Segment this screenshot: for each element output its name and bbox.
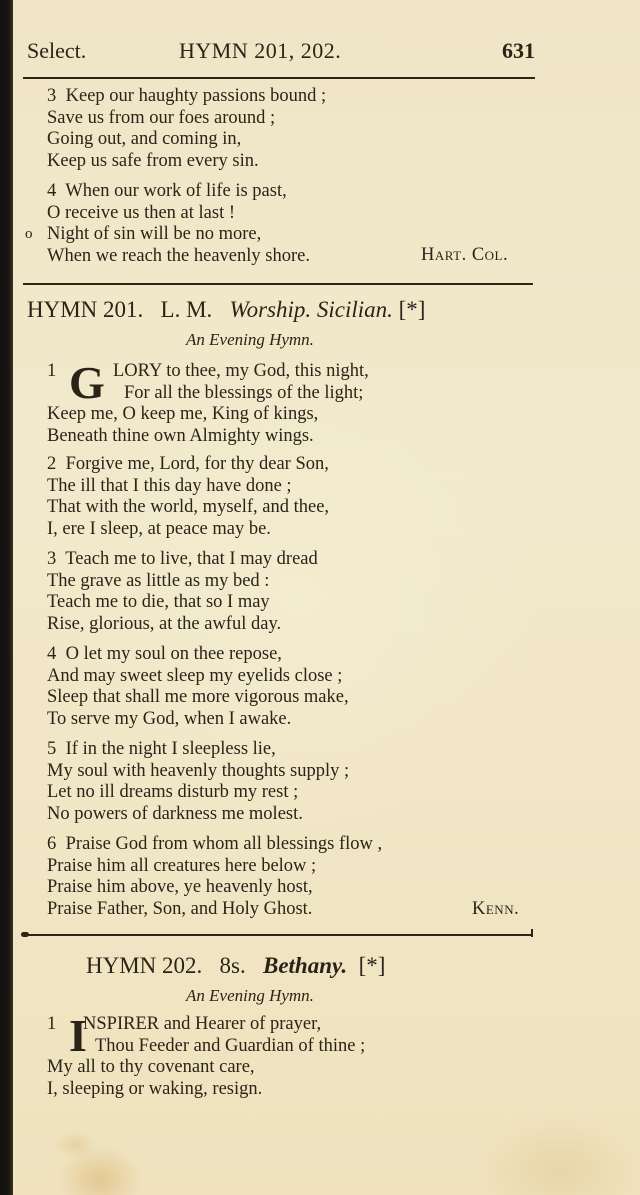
page-number: 631	[502, 38, 535, 63]
verse-line: Keep us safe from every sin.	[47, 150, 259, 171]
margin-marker: o	[25, 226, 33, 242]
stanza-number: 3	[47, 549, 57, 569]
hymn-meter: L. M.	[160, 297, 213, 322]
verse-line: 5 If in the night I sleepless lie,	[47, 739, 276, 759]
drop-cap: G	[69, 357, 105, 408]
verse-line: 4 When our work of life is past,	[47, 181, 287, 201]
verse-line: Praise him above, ye heavenly host,	[47, 877, 313, 897]
verse-line: To serve my God, when I awake.	[47, 708, 292, 729]
hymn-201-stanza-1	[47, 357, 369, 447]
verse-line: My soul with heavenly thoughts supply ;	[47, 760, 350, 781]
verse-line: Let no ill dreams disturb my rest ;	[47, 782, 299, 802]
author-credit: Hart. Col.	[421, 245, 509, 265]
stanza-number: 2	[47, 454, 57, 474]
verse-line: Praise Father, Son, and Holy Ghost.	[47, 898, 313, 919]
hymn-number: HYMN 201.	[27, 297, 144, 322]
verse-line: Save us from our foes around ;	[47, 107, 276, 128]
verse-line: The ill that I this day have done ;	[47, 475, 292, 496]
verse-line: When we reach the heavenly shore.	[47, 245, 310, 266]
verse-line: Teach me to die, that so I may	[47, 592, 270, 612]
hymn-202-subtitle: An Evening Hymn.	[186, 986, 314, 1005]
hymn-201-stanza-6	[47, 834, 382, 920]
header-rule	[23, 77, 535, 79]
verse-line: No powers of darkness me molest.	[47, 803, 303, 824]
stanza-number: 5	[47, 739, 57, 759]
verse-line: And may sweet sleep my eyelids close ;	[47, 665, 343, 686]
book-binding-edge	[0, 0, 13, 1195]
hymn-201-subtitle: An Evening Hymn.	[186, 330, 314, 349]
verse-line: 3 Teach me to live, that I may dread	[47, 549, 318, 569]
stanza-number: 6	[47, 834, 57, 854]
hymn-201-stanza-5	[47, 739, 349, 825]
verse-line: That with the world, myself, and thee,	[47, 497, 330, 517]
verse-line: The grave as little as my bed :	[47, 570, 270, 591]
verse-line: 2 Forgive me, Lord, for thy dear Son,	[47, 454, 329, 474]
verse-line: 1 I NSPIRER and Hearer of prayer,	[47, 1010, 322, 1061]
stanza-number: 1	[47, 361, 57, 381]
verse-line: Beneath thine own Almighty wings.	[47, 425, 314, 446]
tune-names: Worship. Sicilian.	[229, 297, 393, 322]
hymn-number: HYMN 202.	[86, 953, 203, 978]
section-rule	[23, 283, 533, 285]
verse-line: Rise, glorious, at the awful day.	[47, 613, 282, 634]
hymn-201-stanza-2	[47, 454, 329, 540]
hymn-202-stanza-1	[47, 1010, 366, 1100]
verse-line: My all to thy covenant care,	[47, 1057, 255, 1077]
stanza-number: 1	[47, 1014, 57, 1034]
tune-names: Bethany.	[262, 953, 348, 978]
verse-line: o Night of sin will be no more,	[25, 224, 262, 244]
hymn-201-stanza-3	[47, 549, 318, 635]
section-label: Select.	[27, 38, 87, 63]
drop-cap: I	[69, 1010, 87, 1061]
asterisk-mark: [*]	[358, 953, 386, 978]
verse-line: I, ere I sleep, at peace may be.	[47, 518, 271, 539]
stanza-number: 4	[47, 181, 57, 201]
verse-line: Praise him all creatures here below ;	[47, 855, 317, 876]
verse-line: For all the blessings of the light;	[124, 382, 364, 403]
asterisk-mark: [*]	[398, 297, 426, 322]
verse-line: 3 Keep our haughty passions bound ;	[47, 86, 327, 106]
running-head-title: HYMN 201, 202.	[179, 38, 342, 63]
hymn-202-title	[86, 953, 385, 979]
verse-line: I, sleeping or waking, resign.	[47, 1078, 263, 1099]
verse-line: 6 Praise God from whom all blessings flow ,	[47, 834, 383, 854]
stanza-number: 3	[47, 86, 57, 106]
author-credit: Kenn.	[472, 899, 520, 919]
ornamental-rule	[23, 934, 531, 936]
continuation-stanza-3	[47, 86, 326, 172]
running-head	[27, 38, 535, 72]
hymn-meter: 8s.	[219, 953, 246, 978]
verse-line: Thou Feeder and Guardian of thine ;	[95, 1035, 366, 1056]
verse-line: O receive us then at last !	[47, 202, 236, 223]
verse-line: Keep me, O keep me, King of kings,	[47, 404, 319, 424]
verse-line: 1 G LORY to thee, my God, this night,	[47, 357, 369, 408]
continuation-stanza-4	[25, 181, 310, 267]
hymn-201-stanza-4	[47, 644, 349, 730]
verse-line: Going out, and coming in,	[47, 129, 242, 149]
verse-line: Sleep that shall me more vigorous make,	[47, 687, 349, 707]
hymn-201-title	[27, 297, 425, 323]
stanza-number: 4	[47, 644, 57, 664]
verse-line: 4 O let my soul on thee repose,	[47, 644, 282, 664]
